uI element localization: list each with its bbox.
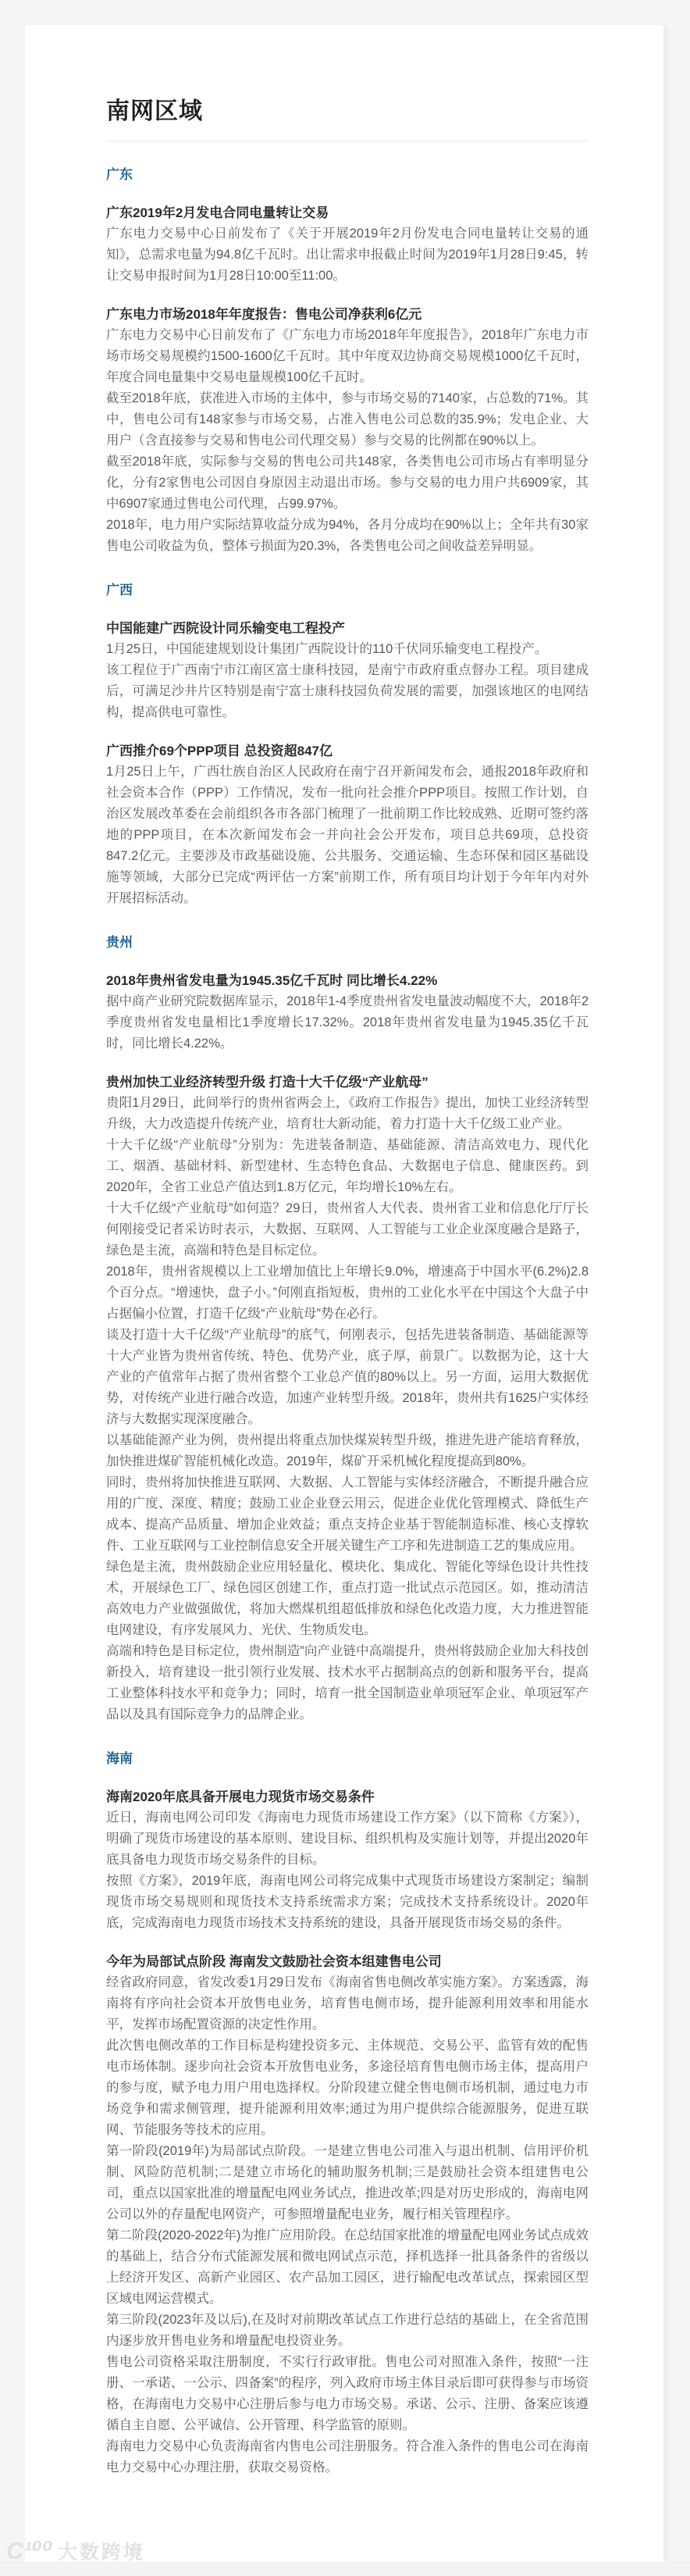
news-item — [106, 618, 589, 723]
news-item-heading: 海南2020年底具备开展电力现货市场交易条件 — [106, 1789, 375, 1804]
news-paragraph: 高端和特色是目标定位，贵州制造”向产业链中高端提升，贵州将鼓励企业加大科技创新投入，培育建设一批引领行业发展、技术水平占据制高点的创新和服务平台，提高工业整体科技水平和竞争力；同时，培育一批全国制造业单项冠军企业、单项冠军产品以及具有国际竞争力的品牌企业。 — [106, 1644, 589, 1721]
news-paragraph: 以基础能源产业为例，贵州提出将重点加快煤炭转型升级，推进先进产能培育释放，加快推进煤矿智能机械化改造。2019年，煤矿开采机械化程度提高到80%。 — [106, 1433, 589, 1468]
news-paragraph: 经省政府同意，省发改委1月29日发布《海南省售电侧改革实施方案》。方案透露，海南将有序向社会资本开放售电业务，培育售电侧市场，提升能源利用效率和用能水平，发挥市场配置资源的决定性作用。 — [106, 1975, 589, 2032]
news-item — [106, 304, 589, 557]
article-body — [106, 165, 589, 2478]
news-item-heading: 广东电力市场2018年年度报告：售电公司净获利6亿元 — [106, 307, 422, 322]
news-paragraph: 十大千亿级“产业航母”分别为：先进装备制造、基础能源、清洁高效电力、现代化工、烟酒、基础材料、新型建材、生态特色食品、大数据电子信息、健康医药。到2020年，全省工业总产值达到1.8万亿元，年均增长10%左右。 — [106, 1138, 589, 1194]
news-item — [106, 1951, 589, 2478]
news-paragraph: 海南电力交易中心负责海南省内售电公司注册服务。符合准入条件的售电公司在海南电力交易中心办理注册，获取交易资格。 — [106, 2439, 589, 2474]
news-item-heading: 贵州加快工业经济转型升级 打造十大千亿级“产业航母” — [106, 1075, 429, 1090]
news-item-heading: 今年为局部试点阶段 海南发文鼓励社会资本组建售电公司 — [106, 1954, 442, 1969]
news-item — [106, 1072, 589, 1725]
section-heading: 广西 — [106, 583, 133, 598]
section-heading: 贵州 — [106, 935, 133, 950]
news-paragraph: 贵阳1月29日，此间举行的贵州省两会上，《政府工作报告》提出，加快工业经济转型升级，大力改造提升传统产业，培育壮大新动能，着力打造十大千亿级工业产业。 — [106, 1096, 589, 1131]
news-paragraph: 第三阶段(2023年及以后),在及时对前期改革试点工作进行总结的基础上，在全省范围内逐步放开售电业务和增量配电投资业务。 — [106, 2313, 589, 2348]
news-item — [106, 1786, 589, 1934]
news-item-heading: 中国能建广西院设计同乐输变电工程投产 — [106, 621, 345, 636]
dashu-kuajing-logo-icon: C¹⁰⁰ — [6, 2537, 53, 2564]
watermark-text: 大数跨境 — [57, 2542, 145, 2564]
news-item-heading: 2018年贵州省发电量为1945.35亿千瓦时 同比增长4.22% — [106, 973, 438, 988]
news-paragraph: 广东电力交易中心日前发布了《广东电力市场2018年年度报告》，2018年广东电力市场市场交易规模约1500-1600亿千瓦时。其中年度双边协商交易规模1000亿千瓦时，年度合同电量集中交易电量规模100亿千瓦时。 — [106, 328, 589, 384]
news-paragraph: 截至2018年底，获准进入市场的主体中，参与市场交易的7140家，占总数的71%。其中，售电公司有148家参与市场交易，占准入售电公司总数的35.9%；发电企业、大用户（含直接参与交易和售电公司代理交易）参与交易的比例都在90%以上。 — [106, 391, 589, 448]
news-paragraph: 据中商产业研究院数据库显示，2018年1-4季度贵州省发电量波动幅度不大，2018年2季度贵州省发电量相比1季度增长17.32%。2018年贵州省发电量为1945.35亿千瓦时，同比增长4.22%。 — [106, 994, 589, 1051]
news-paragraph: 近日，海南电网公司印发《海南电力现货市场建设工作方案》（以下简称《方案》），明确了现货市场建设的基本原则、建设目标、组织机构及实施计划等，并提出2020年底具备电力现货市场交易条件的目标。 — [106, 1811, 589, 1867]
news-paragraph: 第二阶段(2020-2022年)为推广应用阶段。在总结国家批准的增量配电网业务试点成效的基础上，结合分布式能源发展和微电网试点示范，择机选择一批具备条件的省级以上经济开发区、高新产业园区、农产品加工园区，进行输配电改革试点，探索园区型区域电网运营模式。 — [106, 2228, 589, 2306]
article-card — [25, 25, 663, 2562]
news-paragraph: 谈及打造十大千亿级“产业航母”的底气，何刚表示，包括先进装备制造、基础能源等十大产业皆为贵州省传统、特色、优势产业，底子厚，前景广。以数据为论，这十大产业的产值常年占据了贵州省整个工业总产值的80%以上。另一方面，运用大数据优势，对传统产业进行融合改造，加速产业转型升级。2018年，贵州共有1625户实体经济与大数据实现深度融合。 — [106, 1328, 589, 1426]
news-item-heading: 广东2019年2月发电合同电量转让交易 — [106, 205, 329, 220]
watermark — [6, 2537, 145, 2565]
news-paragraph: 绿色是主流，贵州鼓励企业应用轻量化、模块化、集成化、智能化等绿色设计共性技术，开展绿色工厂、绿色园区创建工作，重点打造一批试点示范园区。如，推动清洁高效电力产业做强做优，将加大燃煤机组超低排放和绿色化改造力度，大力推进智能电网建设，有序发展风力、光伏、生物质发电。 — [106, 1560, 589, 1637]
news-paragraph: 同时，贵州将加快推进互联网、大数据、人工智能与实体经济融合，不断提升融合应用的广度、深度、精度；鼓励工业企业登云用云，促进企业优化管理模式、降低生产成本、提高产品质量、增加企业效益；重点支持企业基于智能制造标准、核心支撑软件、工业互联网与工业控制信息安全开展关键生产工序和先进制造工艺的集成应用。 — [106, 1475, 589, 1553]
section-heading: 海南 — [106, 1751, 133, 1766]
news-item — [106, 202, 589, 287]
news-paragraph: 该工程位于广西南宁市江南区富士康科技园，是南宁市政府重点督办工程。项目建成后，可满足沙井片区特别是南宁富士康科技园负荷发展的需要，加强该地区的电网结构，提高供电可靠性。 — [106, 663, 589, 719]
news-paragraph: 广东电力交易中心日前发布了《关于开展2019年2月份发电合同电量转让交易的通知》，总需求电量为94.8亿千瓦时。出让需求申报截止时间为2019年1月28日9:45，转让交易申报时间为1月28日10:00至11:00。 — [106, 227, 589, 283]
news-item — [106, 740, 589, 909]
news-paragraph: 1月25日，中国能建规划设计集团广西院设计的110千伏同乐输变电工程投产。 — [106, 642, 548, 656]
news-paragraph: 1月25日上午，广西壮族自治区人民政府在南宁召开新闻发布会，通报2018年政府和社会资本合作（PPP）工作情况，发布一批向社会推介PPP项目。按照工作计划，自治区发展改革委在会前组织各市各部门梳理了一批前期工作比较成熟、近期可签约落地的PPP项目，在本次新闻发布会一并向社会公开发布，项目总共69项，总投资847.2亿元。主要涉及市政基础设施、公共服务、交通运输、生态环保和园区基础设施等领域，大部分已完成“两评估一方案”前期工作，所有项目均计划于今年年内对外开展招标活动。 — [106, 765, 589, 905]
news-paragraph: 按照《方案》，2019年底，海南电网公司将完成集中式现货市场建设方案制定；编制现货市场交易规则和现货技术支持系统需求方案；完成技术支持系统设计。2020年底，完成海南电力现货市场技术支持系统的建设，具备开展现货市场交易的条件。 — [106, 1874, 589, 1930]
news-paragraph: 2018年，电力用户实际结算收益分成为94%，各月分成均在90%以上；全年共有30家售电公司收益为负，整体亏损面为20.3%，各类售电公司之间收益差异明显。 — [106, 518, 589, 553]
news-paragraph: 此次售电侧改革的工作目标是构建投资多元、主体规范、交易公平、监管有效的配售电市场体制。逐步向社会资本开放售电业务，多途径培育售电侧市场主体，提高用户的参与度，赋予电力用户用电选择权。分阶段建立健全售电侧市场机制，通过电力市场竞争和需求侧管理，提升能源利用效率;通过为用户提供综合能源服务，促进互联网、节能服务等技术的应用。 — [106, 2039, 589, 2137]
news-paragraph: 截至2018年底，实际参与交易的售电公司共148家，各类售电公司市场占有率明显分化，分有2家售电公司因自身原因主动退出市场。参与交易的电力用户共6909家，其中6907家通过售电公司代理，占99.97%。 — [106, 455, 589, 511]
news-item-heading: 广西推介69个PPP项目 总投资超847亿 — [106, 744, 333, 758]
page-title: 南网区域 — [106, 98, 203, 124]
news-paragraph: 第一阶段(2019年)为局部试点阶段。一是建立售电公司准入与退出机制、信用评价机制、风险防范机制;二是建立市场化的辅助服务机制;三是鼓励社会资本组建售电公司，重点以国家批准的增量配电网业务试点，推进改革;四是对历史形成的，海南电网公司以外的存量配电网资产，可参照增量配电业务，履行相关管理程序。 — [106, 2144, 589, 2221]
news-paragraph: 十大千亿级“产业航母”如何造？29日，贵州省人大代表、贵州省工业和信息化厅厅长何刚接受记者采访时表示，大数据、互联网、人工智能与工业企业深度融合是路子，绿色是主流，高端和特色是目标定位。 — [106, 1201, 589, 1258]
section-heading: 广东 — [106, 167, 133, 182]
news-paragraph: 2018年，贵州省规模以上工业增加值比上年增长9.0%，增速高于中国水平(6.2%)2.8个百分点。“增速快，盘子小。”何刚直指短板，贵州的工业化水平在中国这个大盘子中占据偏小位置，打造千亿级“产业航母”势在必行。 — [106, 1265, 589, 1321]
news-item — [106, 970, 589, 1054]
news-paragraph: 售电公司资格采取注册制度，不实行行政审批。售电公司对照准入条件，按照“一注册、一承诺、一公示、四备案”的程序，列入政府市场主体目录后即可获得参与市场资格，在海南电力交易中心注册后参与电力市场交易。承诺、公示、注册、备案应该遵循自主自愿、公平诚信、公开管理、科学监管的原则。 — [106, 2355, 589, 2432]
